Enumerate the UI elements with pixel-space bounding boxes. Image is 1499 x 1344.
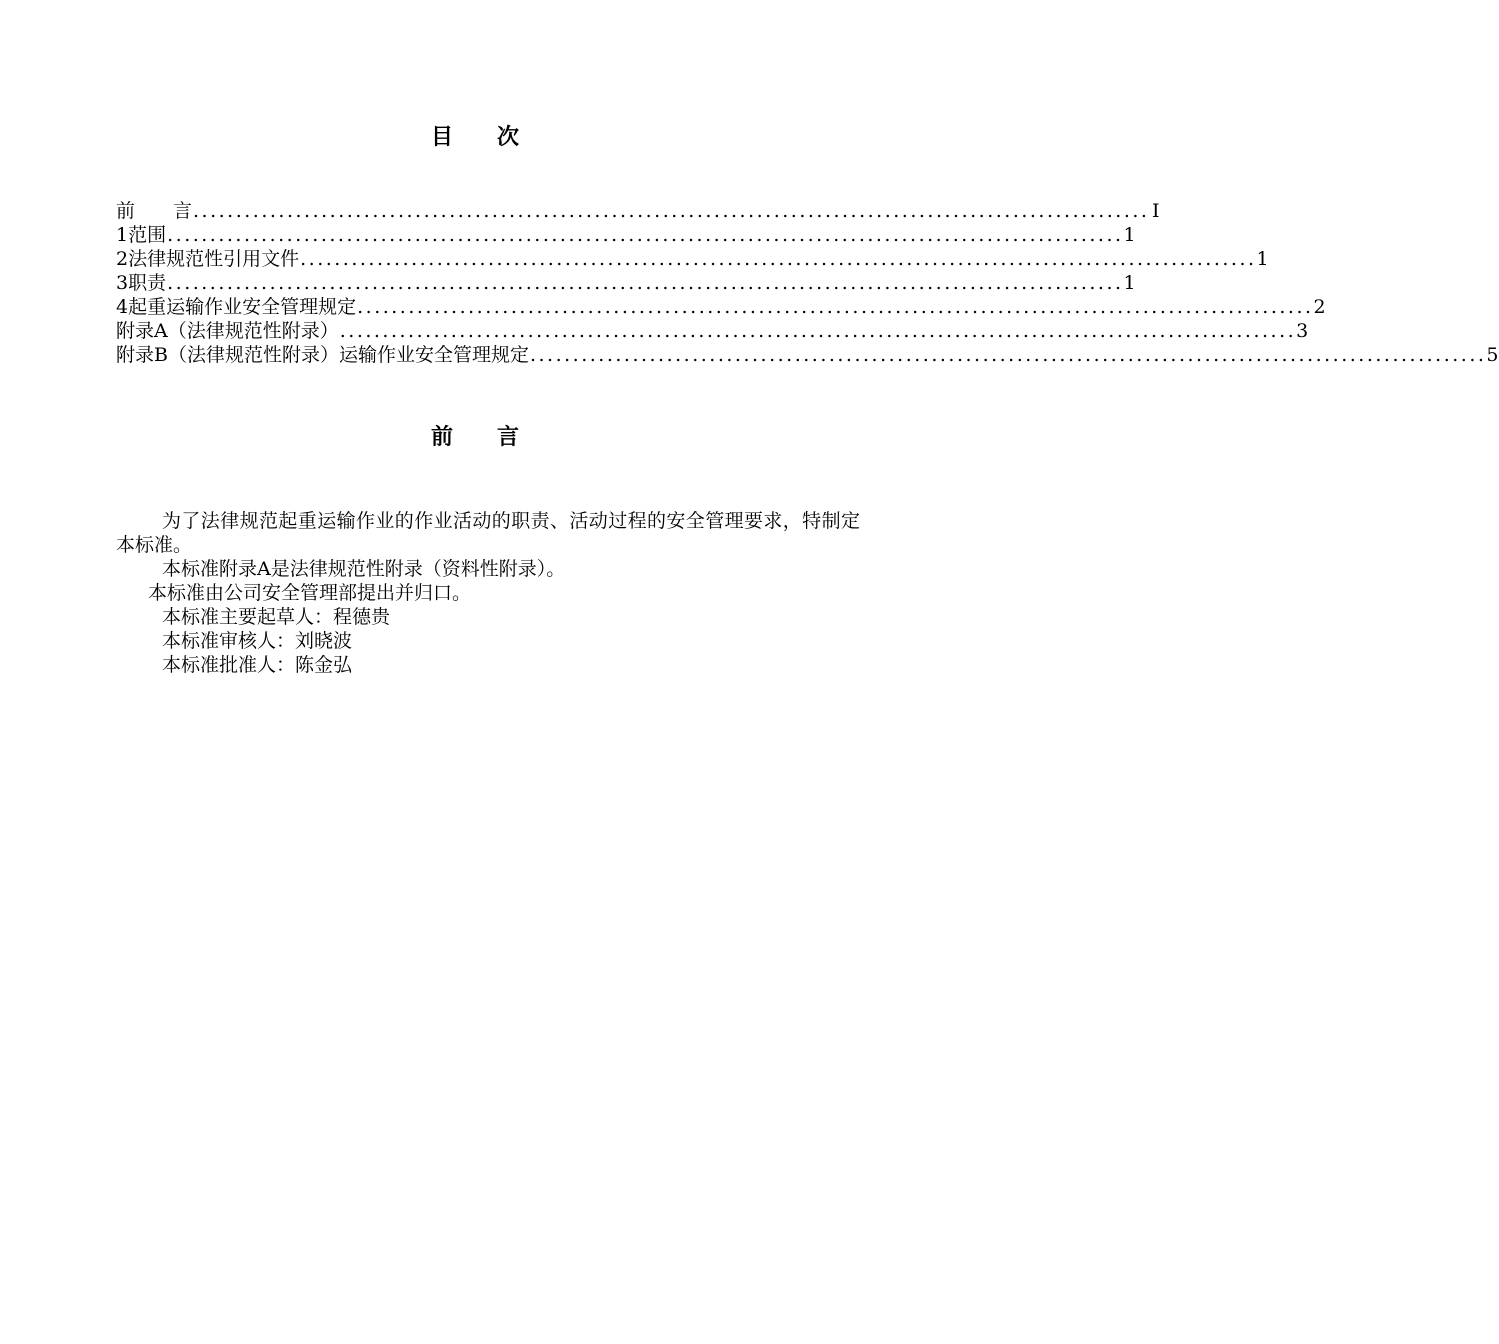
table-of-contents (116, 199, 1499, 367)
toc-leader-dots: ................................................................................................................ (300, 248, 1257, 270)
toc-title: 目 次 (430, 124, 519, 150)
toc-entry-regulations[interactable] (116, 295, 1326, 319)
toc-leader-dots: ................................................................................................................ (529, 344, 1487, 366)
toc-entry-label: 范围 (128, 224, 167, 246)
preface-title: 前 言 (430, 424, 519, 450)
toc-leader-dots: ................................................................................................................ (357, 296, 1314, 318)
preface-paragraph-purpose: 为了法律规范起重运输作业的作业活动的职责、活动过程的安全管理要求，特制定本标准。 (116, 510, 860, 556)
toc-entry-page: 1 (1123, 224, 1136, 246)
toc-entry-appendix-a[interactable] (116, 319, 1309, 343)
preface-drafter: 本标准主要起草人：程德贵 (162, 606, 391, 628)
toc-entry-responsibilities[interactable] (116, 271, 1136, 295)
toc-entry-number: 2 (116, 248, 129, 270)
toc-entry-page: 5 (1486, 344, 1499, 366)
toc-entry-label: 起重运输作业安全管理规定 (128, 296, 357, 318)
toc-entry-preface[interactable] (116, 199, 1160, 223)
toc-entry-label: 职责 (128, 272, 167, 294)
toc-leader-dots: ................................................................................................................ (167, 272, 1124, 294)
toc-entry-scope[interactable] (116, 223, 1136, 247)
toc-entry-label: 法律规范性引用文件 (128, 248, 300, 270)
toc-entry-page: 1 (1123, 272, 1136, 294)
toc-leader-dots: ................................................................................................................ (167, 224, 1124, 246)
toc-entry-label: 附录A（法律规范性附录） (116, 320, 339, 342)
preface-reviewer: 本标准审核人：刘晓波 (162, 630, 353, 652)
preface-approver: 本标准批准人：陈金弘 (162, 654, 353, 676)
preface-paragraph-appendix: 本标准附录A是法律规范性附录（资料性附录）。 (162, 558, 566, 580)
toc-entry-label: 附录B（法律规范性附录）运输作业安全管理规定 (116, 344, 529, 366)
toc-entry-page: 3 (1296, 320, 1309, 342)
preface-body (116, 509, 860, 677)
toc-entry-page: 2 (1313, 296, 1326, 318)
preface-paragraph-proposer: 本标准由公司安全管理部提出并归口。 (148, 582, 472, 604)
toc-entry-label: 前 言 (116, 200, 193, 222)
toc-entry-appendix-b[interactable] (116, 343, 1499, 367)
toc-entry-number: 3 (116, 272, 129, 294)
toc-entry-number: 1 (116, 224, 129, 246)
toc-entry-page: 1 (1256, 248, 1269, 270)
toc-entry-number: 4 (116, 296, 129, 318)
toc-leader-dots: ................................................................................................................ (193, 200, 1150, 222)
toc-leader-dots: ................................................................................................................ (339, 320, 1297, 342)
toc-entry-references[interactable] (116, 247, 1269, 271)
toc-entry-page: I (1151, 200, 1160, 222)
